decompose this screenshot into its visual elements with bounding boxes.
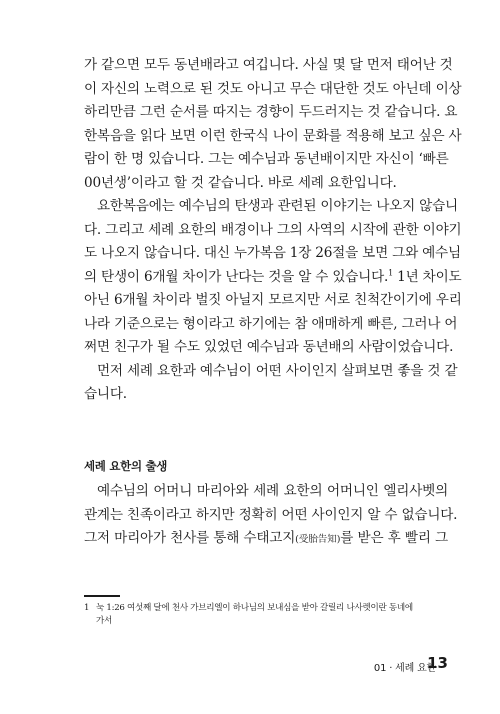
text-line: 다. 그리고 세례 요한의 배경이나 그의 사역의 시작에 관한 이야기 — [84, 221, 462, 238]
footnote-text: 눅 1:26 여섯째 달에 천사 가브리엘이 하나님의 보내심을 받아 갈릴리 나사렛이란 동네에 — [96, 603, 413, 613]
text-segment: 그저 마리아가 천사를 통해 수태고지 — [84, 530, 296, 546]
footnote — [84, 602, 448, 628]
text-line-with-footnote — [84, 266, 462, 290]
text-line: 쩌면 친구가 될 수도 있었던 예수님과 동년배의 사람이었습니다. — [84, 339, 454, 355]
hanja-annotation: (受胎告知) — [295, 534, 341, 545]
text-line: 한복음을 읽다 보면 이런 한국식 나이 문화를 적용해 보고 싶은 사 — [84, 127, 462, 144]
text-line: 가 같으면 모두 동년배라고 여깁니다. 사실 몇 달 먼저 태어난 것 — [84, 57, 453, 73]
text-line: 하리만큼 그런 순서를 따지는 경향이 두드러지는 것 같습니다. 요 — [84, 104, 458, 120]
text-line — [84, 527, 448, 551]
page-number: 13 — [427, 654, 448, 672]
text-line: 습니다. — [84, 386, 127, 402]
footnote-line — [84, 602, 448, 615]
text-line: 이 자신의 노력으로 된 것도 아니고 무슨 대단한 것도 아닌데 이상 — [84, 80, 462, 97]
text-line: 예수님의 어머니 마리아와 세례 요한의 어머니인 엘리사벳의 — [97, 483, 448, 499]
text-segment: 를 받은 후 빨리 그 — [340, 530, 448, 546]
text-segment: 의 탄생이 6개월 차이가 난다는 것을 알 수 있습니다. — [84, 268, 389, 285]
text-line: 먼저 세례 요한과 예수님이 어떤 사이인지 살펴보면 좋을 것 같 — [97, 362, 458, 379]
text-segment: 1년 차이도 — [393, 268, 462, 285]
text-line: 도 나오지 않습니다. 대신 누가복음 1장 26절을 보면 그와 예수님 — [84, 245, 461, 261]
footnote-ref[interactable]: 1 — [388, 267, 394, 277]
footnote-number: 1 — [84, 603, 90, 613]
text-line: 아닌 6개월 차이라 벌짓 아닐지 모르지만 서로 친척간이기에 우리 — [84, 292, 462, 308]
text-line: 00년생’이라고 할 것 같습니다. 바로 세례 요한입니다. — [84, 174, 397, 191]
text-line: 람이 한 명 있습니다. 그는 예수님과 동년배이지만 자신이 ‘빠른 — [84, 151, 449, 167]
text-line: 관계는 친족이라고 하지만 정확히 어떤 사이인지 알 수 없습니다. — [84, 506, 458, 523]
footnote-rule — [84, 595, 120, 597]
text-line: 요한복음에는 예수님의 탄생과 관련된 이야기는 나오지 않습니 — [97, 198, 458, 214]
section-body — [84, 480, 458, 551]
section-heading: 세례 요한의 출생 — [84, 459, 168, 473]
text-line: 나라 기준으로는 형이라고 하기에는 참 애매하게 빠른, 그러나 어 — [84, 315, 458, 332]
running-head: 01 · 세례 요한 — [373, 663, 436, 674]
body-text — [84, 54, 462, 407]
footnote-text-continued: 가서 — [96, 616, 113, 626]
